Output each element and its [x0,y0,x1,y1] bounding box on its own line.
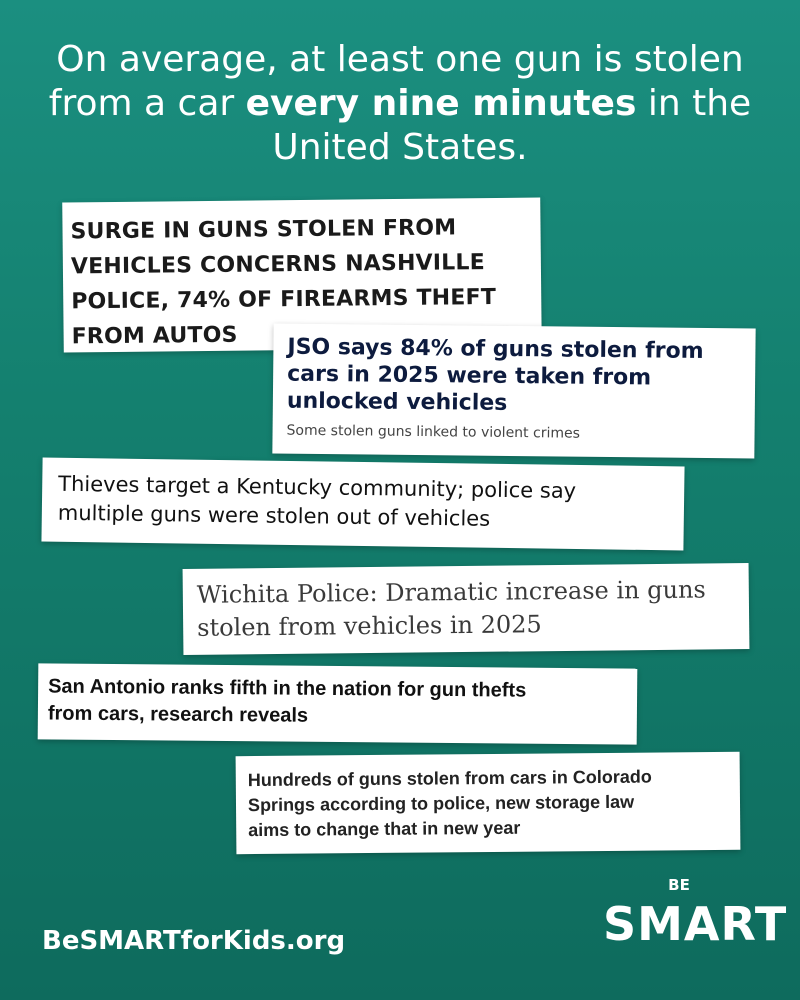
card-subtitle: Some stolen guns linked to violent crimes [286,422,581,442]
card-line: stolen from vehicles in 2025 [197,610,542,642]
website-url: BeSMARTforKids.org [42,926,346,956]
news-card-san-antonio [38,663,638,744]
card-line: Hundreds of guns stolen from cars in Colorado [247,766,652,791]
news-card-jso [272,323,755,458]
card-line: cars in 2025 were taken from [287,361,652,391]
card-line: POLICE, 74% OF FIREARMS THEFT [71,284,497,315]
logo-smart-text: SMART [603,897,788,951]
card-line: Thieves target a Kentucky community; police say [58,471,577,503]
card-line: aims to change that in new year [248,817,521,841]
card-line: Springs according to police, new storage law [247,791,635,816]
headline-part-2: in the United States. [272,83,752,168]
headline-emphasis: every nine minutes [245,83,637,124]
card-line: FROM AUTOS [71,322,238,350]
card-line: unlocked vehicles [286,388,508,416]
news-card-wichita [183,563,750,655]
card-line: San Antonio ranks fifth in the nation for gun thefts [48,675,527,702]
headline-part-1: On average, at least one gun is stolen from a car [48,39,744,124]
card-line: SURGE IN GUNS STOLEN FROM [70,215,457,245]
card-line: Wichita Police: Dramatic increase in guns [196,575,706,609]
news-card-colorado-springs [236,752,741,854]
main-headline [40,38,760,170]
card-line: JSO says 84% of guns stolen from [287,334,704,364]
be-smart-logo [603,876,788,956]
card-line: multiple guns were stolen out of vehicles [57,500,491,531]
card-line: from cars, research reveals [47,702,309,727]
news-card-kentucky [41,458,684,551]
card-line: VEHICLES CONCERNS NASHVILLE [70,250,486,280]
logo-be-text: BE [668,876,690,894]
